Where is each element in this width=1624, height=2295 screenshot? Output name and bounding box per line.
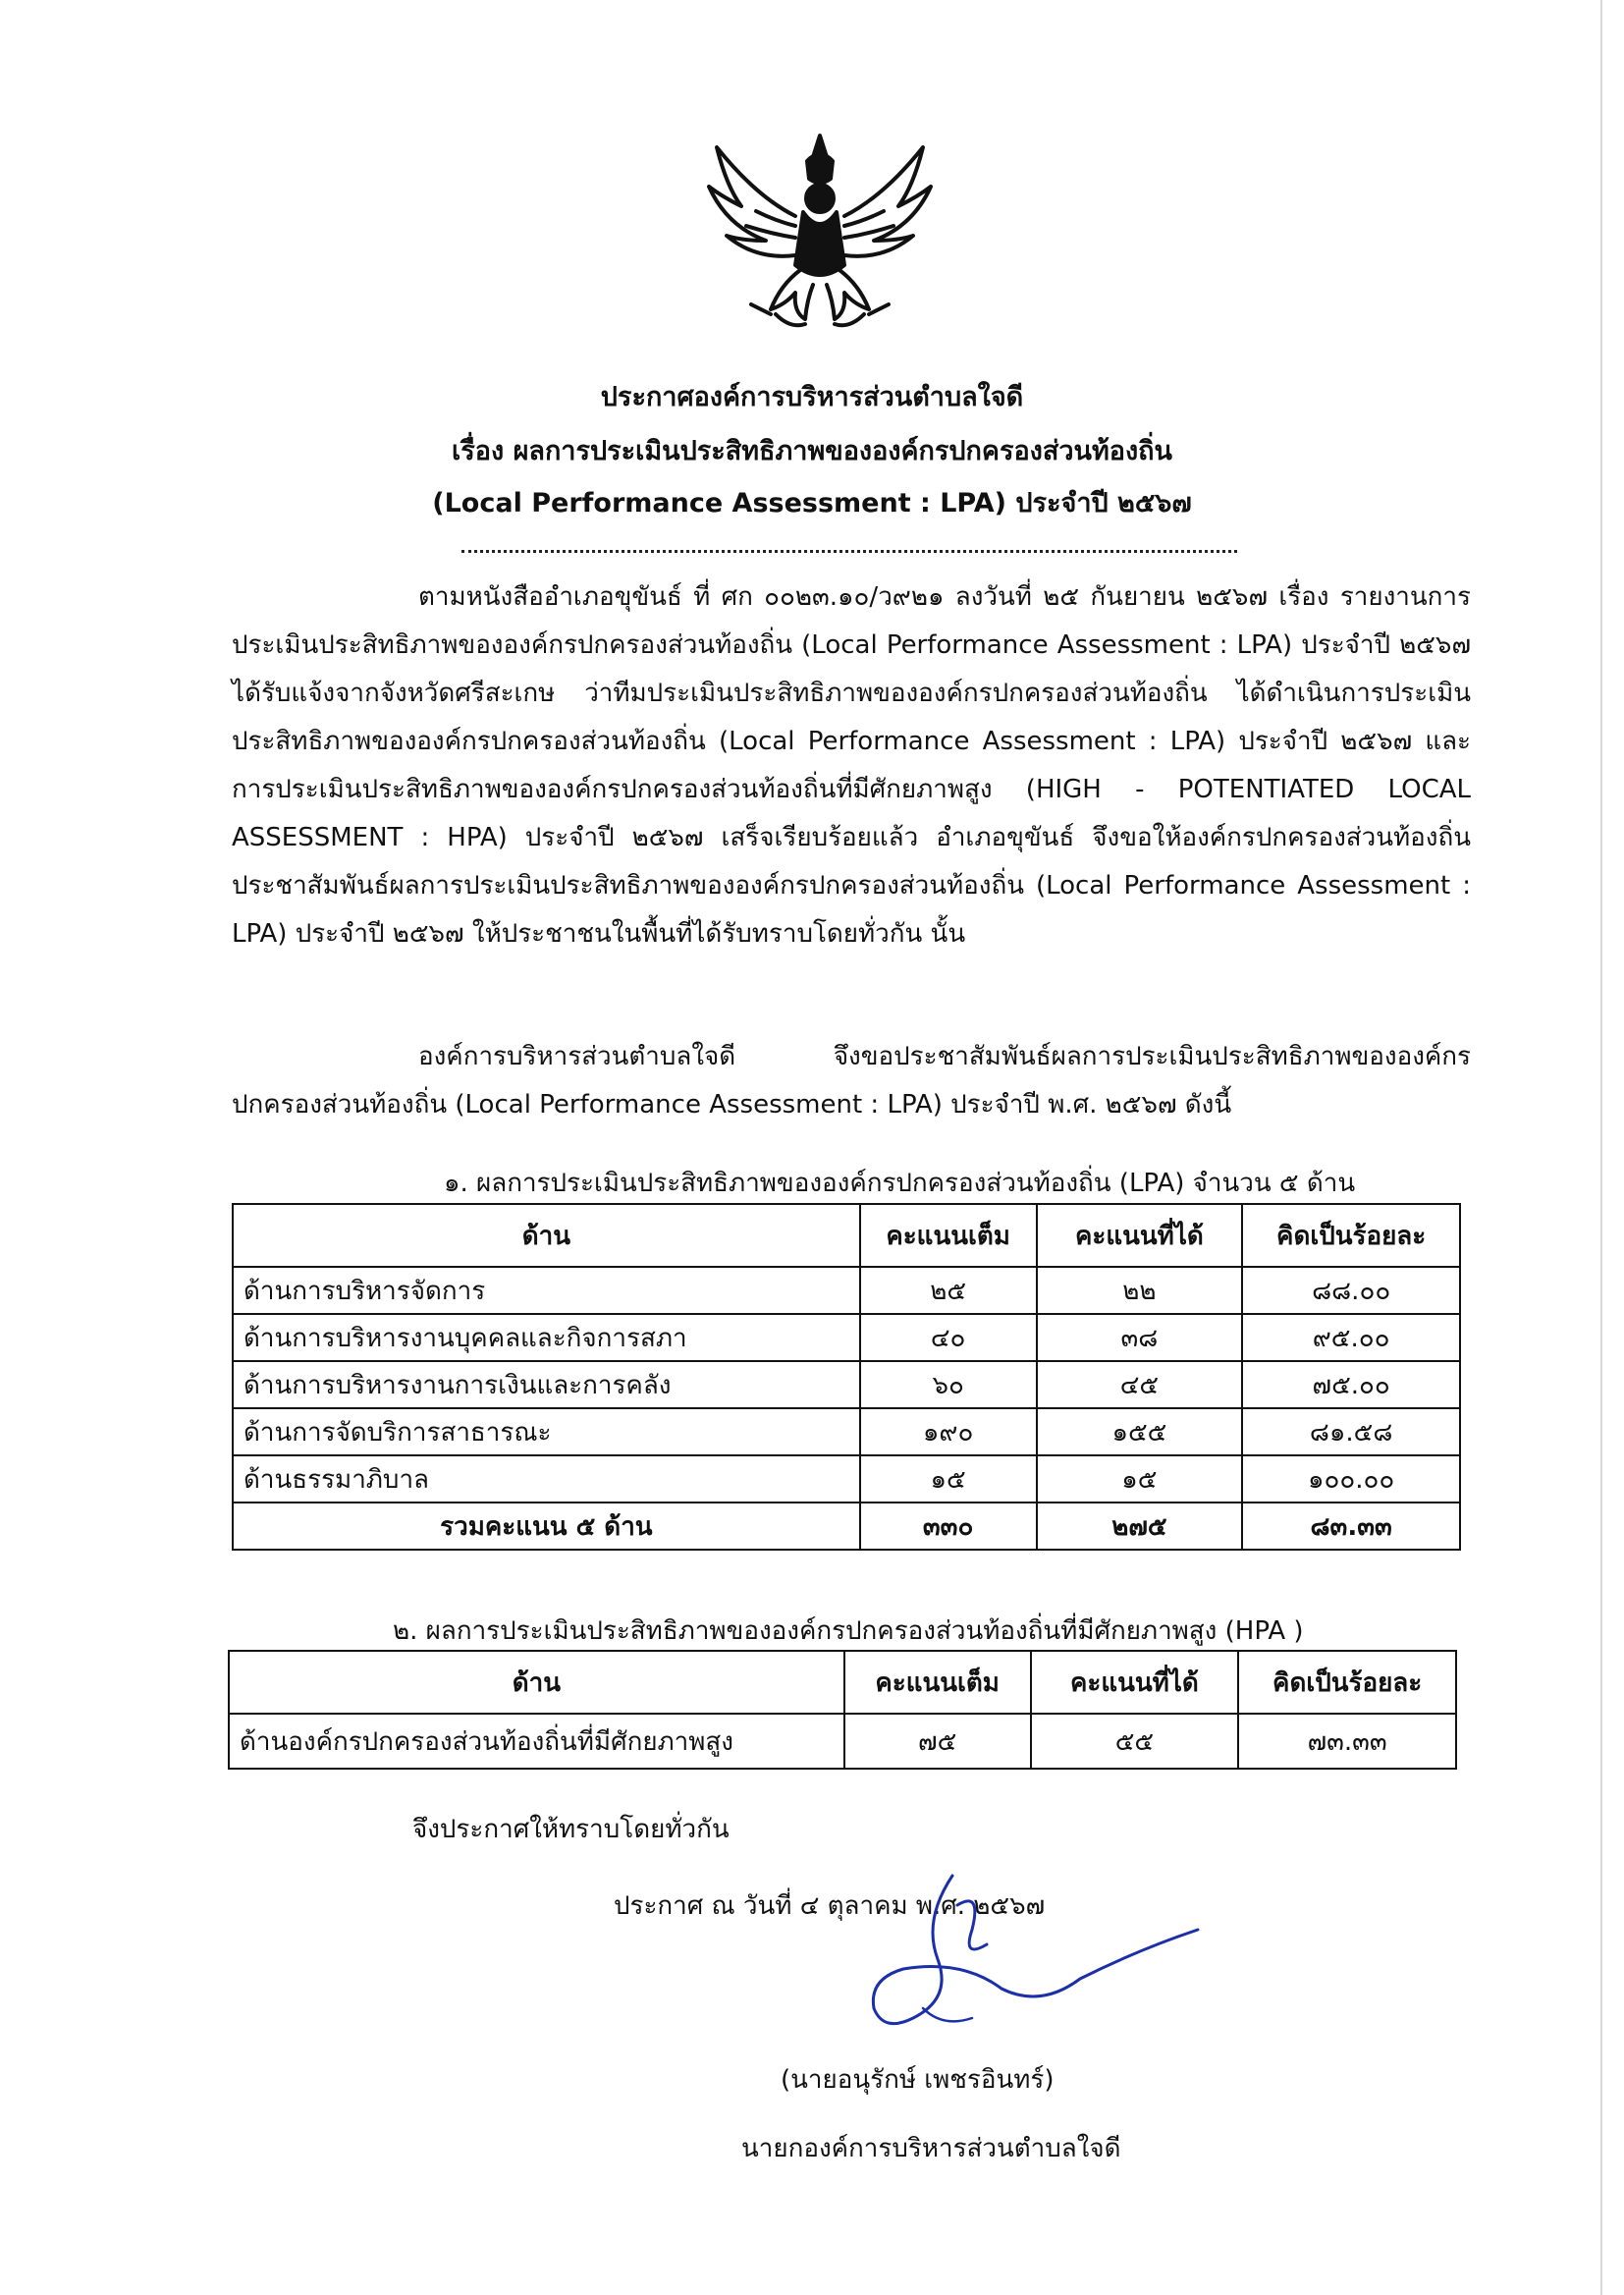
table-row: [233, 1361, 1460, 1408]
row-percent: ๘๑.๕๘: [1242, 1408, 1460, 1455]
row-area: ด้านองค์กรปกครองส่วนท้องถิ่นที่มีศักยภาพสูง: [229, 1714, 844, 1769]
row-percent: ๙๕.๐๐: [1242, 1314, 1460, 1361]
header-full-score: คะแนนเต็ม: [860, 1204, 1037, 1267]
lpa-results-table: [232, 1203, 1461, 1551]
title-line-1: ประกาศองค์การบริหารส่วนตำบลใจดี: [600, 382, 1024, 412]
header-full-score: คะแนนเต็ม: [844, 1651, 1031, 1714]
table-header-row: [233, 1204, 1460, 1267]
table-1-caption: ๑. ผลการประเมินประสิทธิภาพขององค์กรปกครองส่วนท้องถิ่น (LPA) จำนวน ๕ ด้าน: [444, 1169, 1356, 1198]
header-percent: คิดเป็นร้อยละ: [1238, 1651, 1456, 1714]
total-percent: ๘๓.๓๓: [1242, 1503, 1460, 1550]
row-full-score: ๒๕: [860, 1267, 1037, 1314]
total-full-score: ๓๓๐: [860, 1503, 1037, 1550]
row-score: ๑๕๕: [1037, 1408, 1243, 1455]
title-line-2: เรื่อง ผลการประเมินประสิทธิภาพขององค์กรปกครองส่วนท้องถิ่น: [452, 436, 1172, 466]
row-score: ๒๒: [1037, 1267, 1243, 1314]
total-score: ๒๗๕: [1037, 1503, 1243, 1550]
closing-announcement: จึงประกาศให้ทราบโดยทั่วกัน: [412, 1815, 730, 1844]
row-percent: ๘๘.๐๐: [1242, 1267, 1460, 1314]
table-total-row: [233, 1503, 1460, 1550]
table-row: [229, 1714, 1456, 1769]
table-row: [233, 1267, 1460, 1314]
row-area: ด้านการบริหารงานการเงินและการคลัง: [233, 1361, 860, 1408]
title-divider: [461, 550, 1237, 553]
row-full-score: ๗๕: [844, 1714, 1031, 1769]
row-area: ด้านการบริหารจัดการ: [233, 1267, 860, 1314]
body-paragraph-1: [232, 574, 1471, 958]
row-area: ด้านธรรมาภิบาล: [233, 1455, 860, 1503]
hpa-results-table: [228, 1650, 1457, 1770]
header-area: ด้าน: [229, 1651, 844, 1714]
header-score: คะแนนที่ได้: [1037, 1204, 1243, 1267]
paragraph-1-text: ตามหนังสืออำเภอขุขันธ์ ที่ ศก ๐๐๒๓.๑๐/ว๙๒๑ ลงวันที่ ๒๕ กันยายน ๒๕๖๗ เรื่อง รายงานการประเมินประสิทธิภาพขององค์กรปกครองส่วนท้องถิ่น (Local Performance Assessment : LPA) ประจำปี ๒๕๖๗ ได้รับแจ้งจากจังหวัดศรีสะเกษ ว่าทีมประเมินประสิทธิภาพขององค์กรปกครองส่วนท้องถิ่น ได้ดำเนินการประเมินประสิทธิภาพขององค์กรปกครองส่วนท้องถิ่น (Local Performance Assessment : LPA) ประจำปี ๒๕๖๗ และการประเมินประสิทธิภาพขององค์กรปกครองส่วนท้องถิ่นที่มีศักยภาพสูง (HIGH - POTENTIATED LOCAL ASSESSMENT : HPA) ประจำปี ๒๕๖๗ เสร็จเรียบร้อยแล้ว อำเภอขุขันธ์ จึงขอให้องค์กรปกครองส่วนท้องถิ่นประชาสัมพันธ์ผลการประเมินประสิทธิภาพขององค์กรปกครองส่วนท้องถิ่น (Local Performance Assessment : LPA) ประจำปี ๒๕๖๗ ให้ประชาชนในพื้นที่ได้รับทราบโดยทั่วกัน นั้น: [232, 582, 1471, 949]
row-score: ๔๕: [1037, 1361, 1243, 1408]
header-score: คะแนนที่ได้: [1031, 1651, 1239, 1714]
row-area: ด้านการจัดบริการสาธารณะ: [233, 1408, 860, 1455]
row-full-score: ๑๙๐: [860, 1408, 1037, 1455]
paragraph-2-text: องค์การบริหารส่วนตำบลใจดี จึงขอประชาสัมพันธ์ผลการประเมินประสิทธิภาพขององค์กรปกครองส่วนท้องถิ่น (Local Performance Assessment : LPA) ประจำปี พ.ศ. ๒๕๖๗ ดังนี้: [232, 1042, 1471, 1120]
handwritten-signature-icon: [844, 1861, 1218, 2057]
table-row: [233, 1314, 1460, 1361]
row-full-score: ๑๕: [860, 1455, 1037, 1503]
row-score: ๓๘: [1037, 1314, 1243, 1361]
row-area: ด้านการบริหารงานบุคคลและกิจการสภา: [233, 1314, 860, 1361]
scan-edge: [1600, 0, 1602, 2295]
table-row: [233, 1455, 1460, 1503]
row-full-score: ๖๐: [860, 1361, 1037, 1408]
row-percent: ๑๐๐.๐๐: [1242, 1455, 1460, 1503]
header-percent: คิดเป็นร้อยละ: [1242, 1204, 1460, 1267]
row-full-score: ๔๐: [860, 1314, 1037, 1361]
row-score: ๕๕: [1031, 1714, 1239, 1769]
signer-title: นายกองค์การบริหารส่วนตำบลใจดี: [741, 2134, 1121, 2163]
total-label: รวมคะแนน ๕ ด้าน: [233, 1503, 860, 1550]
table-header-row: [229, 1651, 1456, 1714]
signer-name: (นายอนุรักษ์ เพชรอินทร์): [781, 2065, 1055, 2095]
title-line-3: (Local Performance Assessment : LPA) ประจำปี ๒๕๖๗: [432, 488, 1192, 519]
row-percent: ๗๕.๐๐: [1242, 1361, 1460, 1408]
row-percent: ๗๓.๓๓: [1238, 1714, 1456, 1769]
announcement-date: ประกาศ ณ วันที่ ๔ ตุลาคม พ.ศ. ๒๕๖๗: [614, 1891, 1046, 1921]
table-2-caption: ๒. ผลการประเมินประสิทธิภาพขององค์กรปกครองส่วนท้องถิ่นที่มีศักยภาพสูง (HPA ): [393, 1616, 1304, 1646]
garuda-emblem-icon: [697, 118, 943, 339]
row-score: ๑๕: [1037, 1455, 1243, 1503]
body-paragraph-2: [232, 1033, 1471, 1129]
table-row: [233, 1408, 1460, 1455]
header-area: ด้าน: [233, 1204, 860, 1267]
